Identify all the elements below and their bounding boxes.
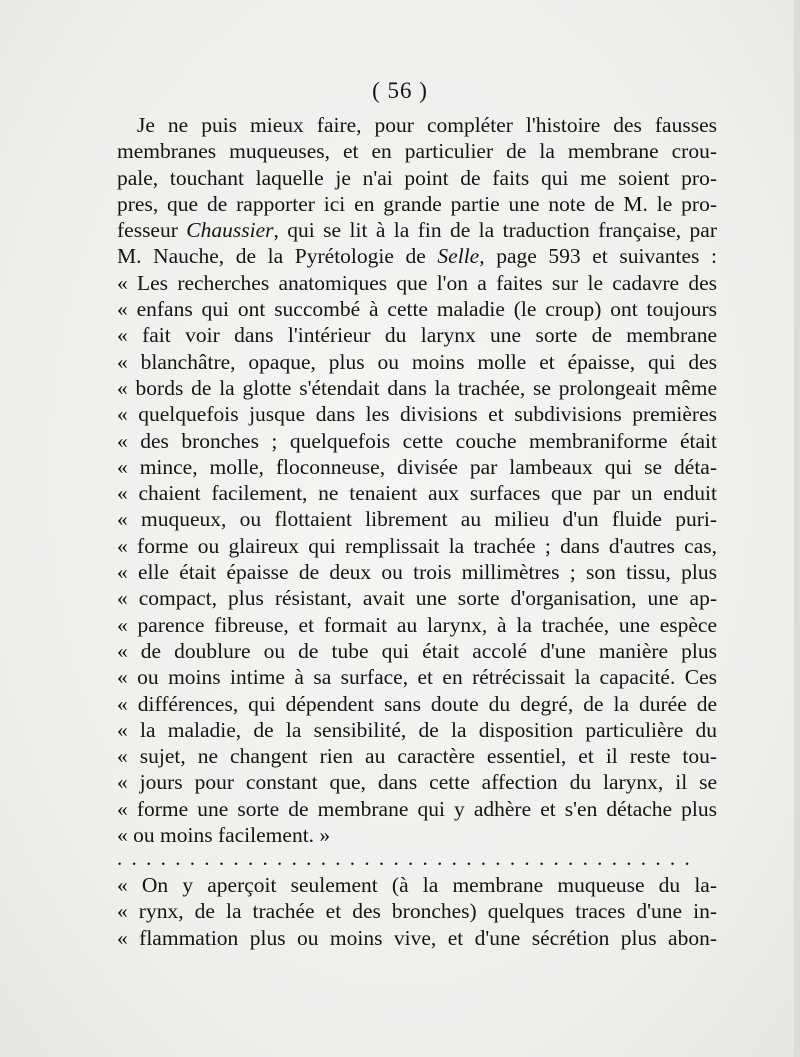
body-text [117, 112, 717, 848]
text-line: « de doublure ou de tube qui était accolé d'une manière plus [117, 638, 717, 663]
ellipsis-separator: ........................................ [117, 848, 699, 868]
text-line: pale, touchant laquelle je n'ai point de faits qui me soient pro- [117, 165, 717, 190]
text-line: « ou moins intime à sa surface, et en rétrécissait la capacité. Ces [117, 665, 717, 690]
text-line: membranes muqueuses, et en particulier de la membrane crou- [117, 139, 717, 164]
text-line: « muqueux, ou flottaient librement au milieu d'un fluide puri- [117, 507, 717, 532]
text-line: Je ne puis mieux faire, pour compléter l'histoire des fausses [137, 113, 717, 137]
text-line: « sujet, ne changent rien au caractère essentiel, et il reste tou- [117, 744, 717, 769]
text-line: « flammation plus ou moins vive, et d'une sécrétion plus abon- [117, 925, 717, 950]
text-line: « quelquefois jusque dans les divisions et subdivisions premières [117, 402, 717, 427]
text-line: « des bronches ; quelquefois cette couche membraniforme était [117, 428, 717, 453]
text-line: « fait voir dans l'intérieur du larynx une sorte de membrane [117, 323, 717, 348]
text-line: « On y aperçoit seulement (à la membrane muqueuse du la- [117, 873, 717, 897]
text-line: « chaient facilement, ne tenaient aux surfaces que par un enduit [117, 481, 717, 506]
text-line: « parence fibreuse, et formait au larynx, à la trachée, une espèce [117, 612, 717, 637]
text-line: « bords de la glotte s'étendait dans la trachée, se prolongeait même [117, 375, 717, 400]
text-line: M. Nauche, de la Pyrétologie de Selle, page 593 et suivantes : [117, 244, 717, 269]
text-line: « différences, qui dépendent sans doute du degré, de la durée de [117, 691, 717, 716]
text-line: « Les recherches anatomiques que l'on a faites sur le cadavre des [117, 270, 717, 295]
continuation-text [117, 872, 717, 951]
text-line: « rynx, de la trachée et des bronches) quelques traces d'une in- [117, 899, 717, 924]
italic-name: Chaussier [186, 218, 274, 243]
text-line: « enfans qui ont succombé à cette maladie (le croup) ont toujours [117, 297, 717, 322]
text-line: « blanchâtre, opaque, plus ou moins molle et épaisse, qui des [117, 349, 717, 374]
page-number: ( 56 ) [372, 78, 428, 103]
text-line: « compact, plus résistant, avait une sorte d'organisation, une ap- [117, 586, 717, 611]
text-line: pres, que de rapporter ici en grande partie une note de M. le pro- [117, 191, 717, 216]
page-edge [794, 0, 800, 1057]
text-line: « elle était épaisse de deux ou trois millimètres ; son tissu, plus [117, 560, 717, 585]
text-line: fesseur Chaussier, qui se lit à la fin de la traduction française, par [117, 218, 717, 243]
text-line: « jours pour constant que, dans cette affection du larynx, il se [117, 770, 717, 795]
italic-name: Selle [437, 244, 480, 269]
text-line: « la maladie, de la sensibilité, de la disposition particulière du [117, 717, 717, 742]
text-line: « forme ou glaireux qui remplissait la trachée ; dans d'autres cas, [117, 533, 717, 558]
text-line: « forme une sorte de membrane qui y adhère et s'en détache plus [117, 796, 717, 821]
text-line: « ou moins facilement. » [117, 823, 331, 848]
text-line: « mince, molle, floconneuse, divisée par lambeaux qui se déta- [117, 454, 717, 479]
